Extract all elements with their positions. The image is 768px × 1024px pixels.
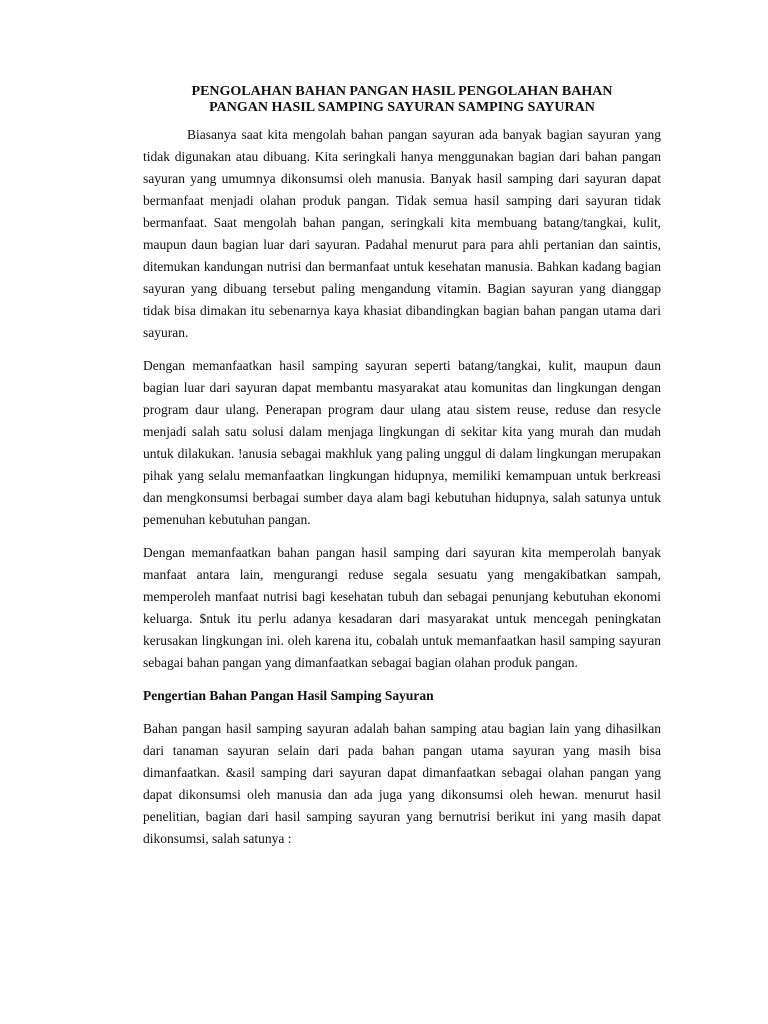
paragraph-2: Dengan memanfaatkan hasil samping sayuran seperti batang/tangkai, kulit, maupun daun bagian luar dari sayuran dapat membantu masyarakat atau komunitas dan lingkungan dengan program daur ulang. Penerapan program daur ulang atau sistem reuse, reduse dan resycle menjadi salah satu solusi dalam menjaga lingkungan di sekitar kita yang murah dan mudah untuk dilakukan. !anusia sebagai makhluk yang paling unggul di dalam lingkungan merupakan pihak yang selalu memanfaatkan lingkungan hidupnya, memiliki kemampuan untuk berkreasi dan mengkonsumsi berbagai sumber daya alam bagi kebutuhan hidupnya, salah satunya untuk pemenuhan kebutuhan pangan.: [143, 358, 661, 527]
title-line-1: PENGOLAHAN BAHAN PANGAN HASIL PENGOLAHAN BAHAN: [191, 84, 613, 99]
title-line-2: PANGAN HASIL SAMPING SAYURAN SAMPING SAYURAN: [209, 100, 595, 115]
section-heading: Pengertian Bahan Pangan Hasil Samping Sayuran: [143, 688, 434, 703]
document-page: [143, 84, 661, 861]
paragraph-1: Biasanya saat kita mengolah bahan pangan sayuran ada banyak bagian sayuran yang tidak digunakan atau dibuang. Kita seringkali hanya menggunakan bagian dari bahan pangan sayuran yang umumnya dikonsumsi oleh manusia. Banyak hasil samping dari sayuran dapat bermanfaat menjadi olahan produk pangan. Tidak semua hasil samping dari sayuran tidak bermanfaat. Saat mengolah bahan pangan, seringkali kita membuang batang/tangkai, kulit, maupun daun bagian luar dari sayuran. Padahal menurut para para ahli pertanian dan saintis, ditemukan kandungan nutrisi dan bermanfaat untuk kesehatan manusia. Bahkan kadang bagian sayuran yang dibuang tersebut paling mengandung vitamin. Bagian sayuran yang dianggap tidak bisa dimakan itu sebenarnya kaya khasiat dibandingkan bagian bahan pangan utama dari sayuran.: [143, 127, 661, 340]
section-paragraph: Bahan pangan hasil samping sayuran adalah bahan samping atau bagian lain yang dihasilkan dari tanaman sayuran selain dari pada bahan pangan utama sayuran yang masih bisa dimanfaatkan. &asil samping dari sayuran dapat dimanfaatkan sebagai olahan pangan yang dapat dikonsumsi oleh manusia dan ada juga yang dikonsumsi oleh hewan. menurut hasil penelitian, bagian dari hasil samping sayuran yang bernutrisi berikut ini yang masih dapat dikonsumsi, salah satunya :: [143, 721, 661, 846]
paragraph-3: Dengan memanfaatkan bahan pangan hasil samping dari sayuran kita memperolah banyak manfaat antara lain, mengurangi reduse segala sesuatu yang mengakibatkan sampah, memperoleh manfaat nutrisi bagi kesehatan tubuh dan sebagai penunjang kebutuhan ekonomi keluarga. $ntuk itu perlu adanya kesadaran dari masyarakat untuk mencegah peningkatan kerusakan lingkungan ini. oleh karena itu, cobalah untuk memanfaatkan hasil samping sayuran sebagai bahan pangan yang dimanfaatkan sebagai bagian olahan produk pangan.: [143, 545, 661, 670]
document-title: [143, 84, 661, 116]
